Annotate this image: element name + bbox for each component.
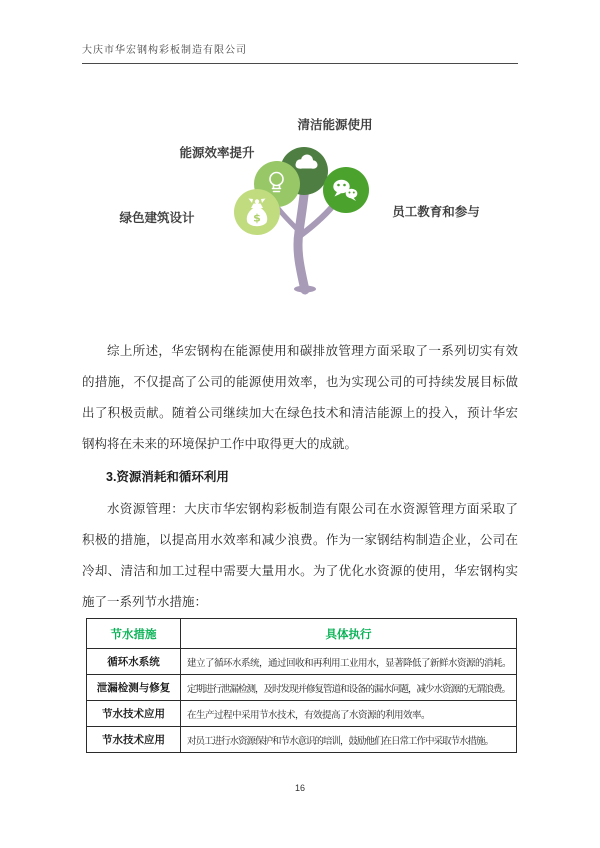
- section-heading: 3.资源消耗和循环利用: [106, 470, 229, 484]
- label-employee-education: 员工教育和参与: [392, 205, 480, 219]
- table-header-measure: 节水措施: [87, 619, 181, 649]
- table-row: [87, 649, 517, 675]
- measure-cell: 节水技术应用: [87, 701, 181, 727]
- tree-trunk-base: [294, 286, 316, 293]
- detail-cell: 建立了循环水系统，通过回收和再利用工业用水，显著降低了新鲜水资源的消耗。: [181, 649, 517, 675]
- table-header-row: [87, 619, 517, 649]
- label-green-building: 绿色建筑设计: [119, 211, 195, 225]
- green-initiatives-tree-diagram: [110, 104, 490, 304]
- table-row: [87, 701, 517, 727]
- water-saving-table: [86, 618, 517, 753]
- company-name: 大庆市华宏钢构彩板制造有限公司: [82, 45, 247, 56]
- table-row: [87, 675, 517, 701]
- measure-cell: 节水技术应用: [87, 727, 181, 753]
- measure-cell: 泄漏检测与修复: [87, 675, 181, 701]
- detail-cell: 定期进行泄漏检测，及时发现并修复管道和设备的漏水问题，减少水资源的无谓浪费。: [181, 675, 517, 701]
- table-row: [87, 727, 517, 753]
- label-clean-energy: 清洁能源使用: [297, 118, 373, 132]
- svg-text:$: $: [253, 211, 261, 225]
- page-number: 16: [294, 783, 305, 793]
- table-header-detail: 具体执行: [181, 619, 517, 649]
- detail-cell: 在生产过程中采用节水技术，有效提高了水资源的利用效率。: [181, 701, 517, 727]
- measure-cell: 循环水系统: [87, 649, 181, 675]
- document-header: [82, 40, 518, 64]
- detail-cell: 对员工进行水资源保护和节水意识的培训，鼓励他们在日常工作中采取节水措施。: [181, 727, 517, 753]
- body-content: [82, 336, 518, 618]
- water-management-paragraph: 水资源管理：大庆市华宏钢构彩板制造有限公司在水资源管理方面采取了积极的措施，以提高用水效率和减少浪费。作为一家钢结构制造企业，公司在冷却、清洁和加工过程中需要大量用水。为了优化水资源的使用，华宏钢构实施了一系列节水措施：: [82, 502, 518, 609]
- label-energy-efficiency: 能源效率提升: [179, 146, 255, 160]
- summary-paragraph: 综上所述，华宏钢构在能源使用和碳排放管理方面采取了一系列切实有效的措施，不仅提高了公司的能源使用效率，也为实现公司的可持续发展目标做出了积极贡献。随着公司继续加大在绿色技术和清洁能源上的投入，预计华宏钢构将在未来的环境保护工作中取得更大的成就。: [82, 344, 518, 451]
